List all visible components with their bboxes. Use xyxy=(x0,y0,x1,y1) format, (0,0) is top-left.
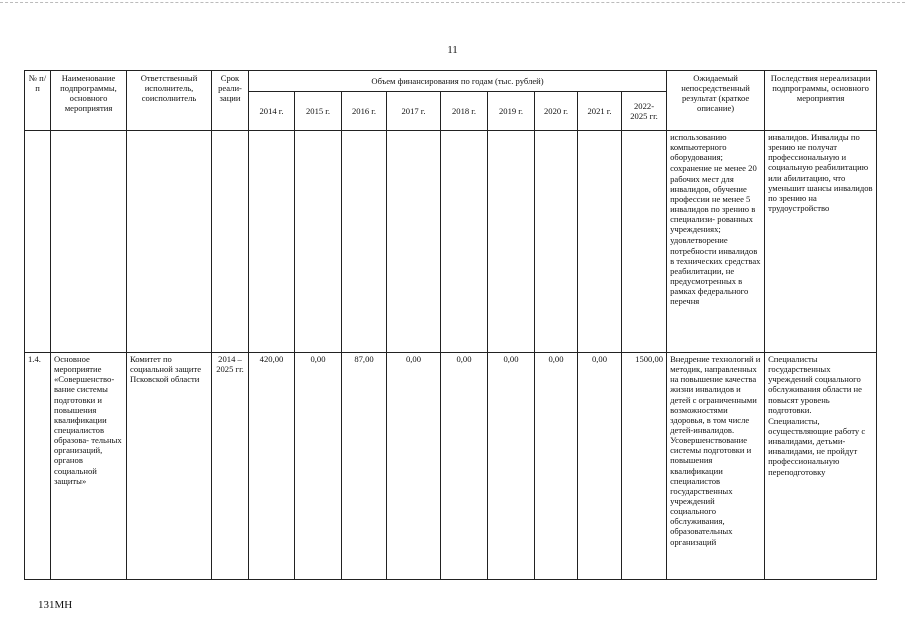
cell-empty xyxy=(441,131,488,353)
header-year: 2014 г. xyxy=(249,92,295,131)
header-year: 2018 г. xyxy=(441,92,488,131)
funding-table xyxy=(24,70,877,580)
result-paragraph: удовлетворение потребности инвалидов в технических средствах реабилитации, не предусмотренных в рамках федерального перечня xyxy=(670,235,761,307)
cell-value: 0,00 xyxy=(441,353,488,580)
header-year: 2020 г. xyxy=(535,92,578,131)
header-funding: Объем финансирования по годам (тыс. рублей) xyxy=(249,71,667,92)
consequence-paragraph: Специалисты, осуществляющие работу с инвалидами, детьми-инвалидами, не пройдут профессиональную переподготовку xyxy=(768,415,866,477)
cell-empty xyxy=(535,131,578,353)
header-year: 2022- 2025 гг. xyxy=(622,92,667,131)
cell-responsible: Комитет по социальной защите Псковской области xyxy=(127,353,212,580)
cell-empty xyxy=(249,131,295,353)
header-name: Наименование подпрограммы, основного мероприятия xyxy=(51,71,127,131)
cell-value: 0,00 xyxy=(488,353,535,580)
cell-value: 0,00 xyxy=(578,353,622,580)
header-result: Ожидаемый непосредственный результат (краткое описание) xyxy=(667,71,765,131)
cell-value: 1500,00 xyxy=(622,353,667,580)
header-year: 2017 г. xyxy=(387,92,441,131)
cell-result: Внедрение технологий и методик, направленных на повышение качества жизни инвалидов и детей с ограниченными возможностями здоровья, в том числе детей-инвалидов. Усовершенствование системы подготовки и повышения квалификации специалистов государственных учреждений социального обслуживания, образовательных организаций xyxy=(667,353,765,580)
table-row-1-4 xyxy=(25,353,877,580)
cell-empty xyxy=(25,131,51,353)
cell-empty xyxy=(51,131,127,353)
cell-value: 87,00 xyxy=(342,353,387,580)
consequence-paragraph: Специалисты государственных учреждений социального обслуживания области не повысят уровень подготовки. xyxy=(768,354,862,415)
header-consequences: Последствия нереализации подпрограммы, основного мероприятия xyxy=(765,71,877,131)
cell-value: 420,00 xyxy=(249,353,295,580)
page-number: 11 xyxy=(447,44,458,56)
cell-empty xyxy=(342,131,387,353)
table-row-continuation xyxy=(25,131,877,353)
cell-empty xyxy=(212,131,249,353)
cell-value: 0,00 xyxy=(295,353,342,580)
cell-value: 0,00 xyxy=(535,353,578,580)
result-paragraph: сохранение не менее 20 рабочих мест для инвалидов, обучение профессии не менее 5 инвалидов по зрению в специализи- рованных учреждениях; xyxy=(670,163,757,235)
cell-result xyxy=(667,131,765,353)
cell-consequences: инвалидов. Инвалиды по зрению не получат профессиональную и социальную реабилитацию или абилитацию, что уменьшит шансы инвалидов по зрению на трудоустройство xyxy=(765,131,877,353)
header-responsible: Ответственный исполнитель, соисполнитель xyxy=(127,71,212,131)
scan-edge-line xyxy=(0,2,905,4)
cell-term: 2014 – 2025 гг. xyxy=(212,353,249,580)
footer-code: 131МН xyxy=(38,599,73,611)
header-year: 2016 г. xyxy=(342,92,387,131)
cell-empty xyxy=(578,131,622,353)
cell-value: 0,00 xyxy=(387,353,441,580)
cell-empty xyxy=(488,131,535,353)
header-year: 2019 г. xyxy=(488,92,535,131)
cell-empty xyxy=(295,131,342,353)
header-term: Срок реали- зации xyxy=(212,71,249,131)
cell-name: Основное мероприятие «Совершенство- вание системы подготовки и повышения квалификации специалистов образова- тельных организаций, органов социальной защиты» xyxy=(51,353,127,580)
header-num: № п/п xyxy=(25,71,51,131)
cell-num: 1.4. xyxy=(25,353,51,580)
cell-empty xyxy=(387,131,441,353)
cell-empty xyxy=(127,131,212,353)
header-year: 2015 г. xyxy=(295,92,342,131)
table-header-row xyxy=(25,71,877,92)
cell-empty xyxy=(622,131,667,353)
cell-consequences xyxy=(765,353,877,580)
header-year: 2021 г. xyxy=(578,92,622,131)
result-paragraph: использованию компьютерного оборудования; xyxy=(670,132,727,163)
